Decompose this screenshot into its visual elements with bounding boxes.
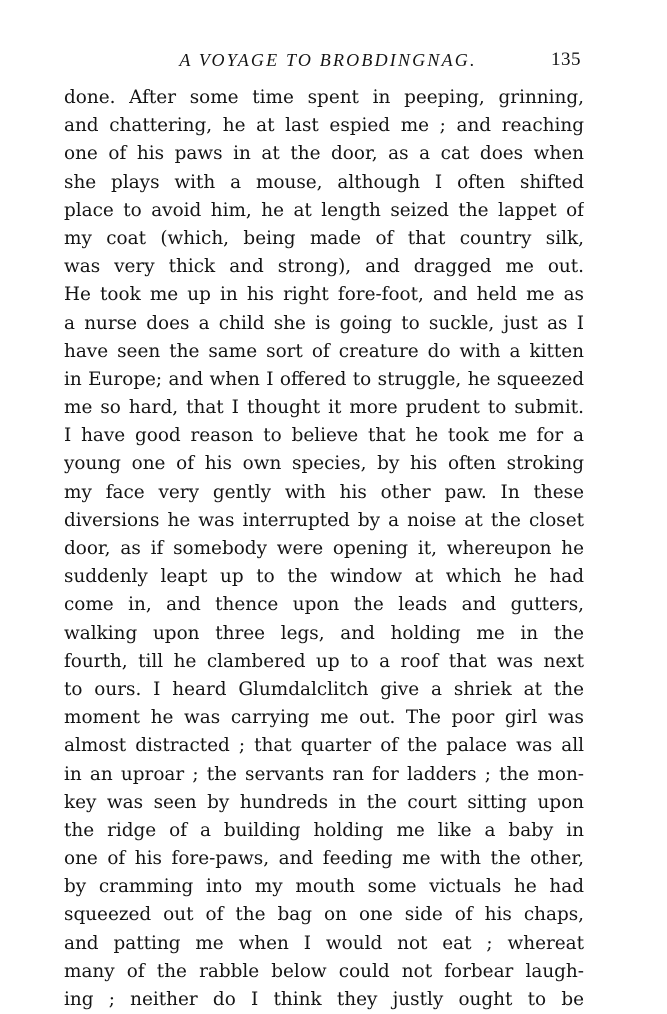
text-line: done. After some time spent in peeping, grinning,: [64, 87, 584, 108]
text-line: one of his paws in at the door, as a cat does when: [64, 143, 584, 165]
text-line: a nurse does a child she is going to suckle, just as I: [64, 312, 584, 334]
text-line: come in, and thence upon the leads and gutters,: [64, 594, 584, 616]
text-line: the ridge of a building holding me like a baby in: [64, 819, 584, 841]
text-line: my coat (which, being made of that country silk,: [64, 227, 584, 249]
text-line: place to avoid him, he at length seized the lappet of: [64, 199, 584, 221]
page-number: 135: [551, 49, 581, 70]
text-line: she plays with a mouse, although I often shifted: [64, 171, 584, 193]
text-line: me so hard, that I thought it more prudent to submit.: [64, 397, 584, 419]
text-line: in an uproar ; the servants ran for ladders ; the mon-: [64, 763, 584, 785]
text-line: diversions he was interrupted by a noise at the closet: [64, 509, 584, 531]
text-line: and patting me when I would not eat ; whereat: [64, 932, 584, 954]
text-line: by cramming into my mouth some victuals he had: [64, 876, 584, 898]
text-line: door, as if somebody were opening it, whereupon he: [64, 538, 584, 559]
text-line: almost distracted ; that quarter of the palace was all: [64, 735, 584, 757]
body-text: [64, 84, 584, 1014]
text-line: young one of his own species, by his often stroking: [64, 453, 584, 475]
text-line: many of the rabble below could not forbear laugh-: [64, 960, 584, 982]
text-line: I have good reason to believe that he took me for a: [64, 425, 584, 447]
text-line: moment he was carrying me out. The poor girl was: [64, 707, 584, 729]
text-line: and chattering, he at last espied me ; and reaching: [64, 115, 584, 137]
text-line: suddenly leapt up to the window at which he had: [64, 566, 584, 588]
text-line: walking upon three legs, and holding me in the: [64, 622, 584, 644]
text-line: my face very gently with his other paw. In these: [64, 481, 584, 503]
text-line: ing ; neither do I think they justly ought to be: [64, 989, 584, 1010]
text-line: fourth, till he clambered up to a roof that was next: [64, 650, 584, 672]
text-line: one of his fore-paws, and feeding me with the other,: [64, 848, 584, 870]
text-line: squeezed out of the bag on one side of his chaps,: [64, 904, 584, 926]
page-header: [0, 46, 667, 76]
running-title: A VOYAGE TO BROBDINGNAG.: [179, 50, 477, 70]
text-line: was very thick and strong), and dragged me out.: [64, 256, 584, 278]
text-line: have seen the same sort of creature do with a kitten: [64, 340, 584, 362]
text-line: key was seen by hundreds in the court sitting upon: [64, 791, 584, 813]
text-line: in Europe; and when I offered to struggle, he squeezed: [64, 368, 584, 390]
text-line: He took me up in his right fore-foot, and held me as: [64, 284, 584, 306]
text-line: to ours. I heard Glumdalclitch give a shriek at the: [64, 678, 584, 700]
